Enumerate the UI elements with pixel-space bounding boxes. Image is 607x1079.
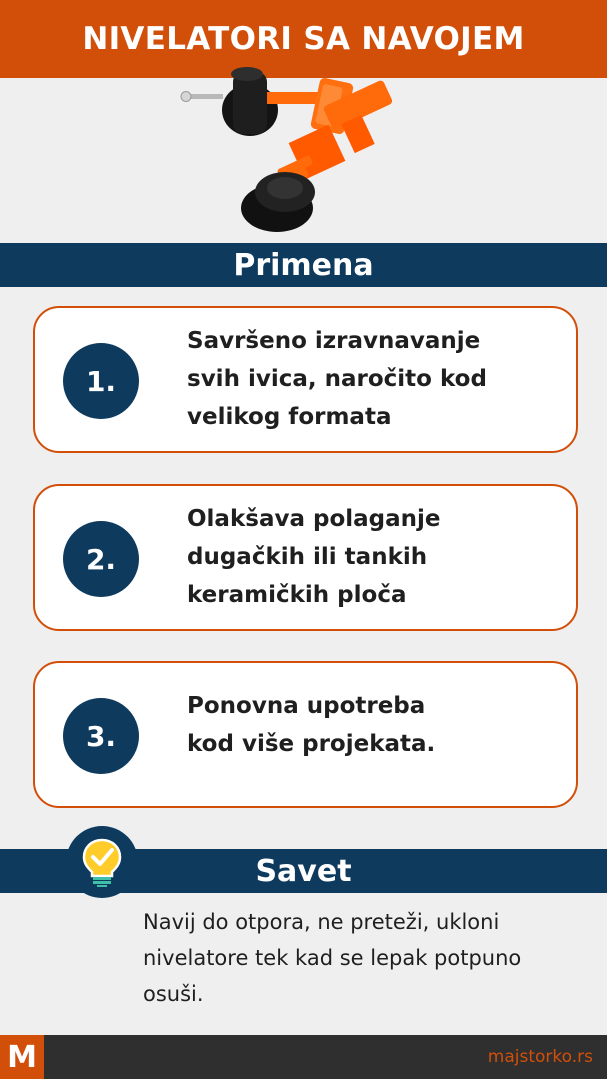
primena-section-header	[0, 243, 607, 287]
tip-text: Navij do otpora, ne preteži, ukloni nivelatore tek kad se lepak potpuno osuši.	[143, 910, 522, 1006]
page-title: NIVELATORI SA NAVOJEM	[82, 21, 525, 57]
brand-logo: M	[0, 1035, 44, 1079]
benefit-text: Olakšava polaganje dugačkih ili tankih keramičkih ploča	[187, 506, 441, 608]
savet-title: Savet	[255, 853, 352, 889]
tile-leveler-illustration	[175, 62, 415, 234]
site-link[interactable]: majstorko.rs	[487, 1047, 593, 1067]
benefit-card	[33, 484, 578, 631]
footer-bar	[0, 1035, 607, 1079]
benefit-number-badge: 3.	[63, 698, 139, 774]
primena-title: Primena	[233, 247, 374, 283]
benefit-text: Ponovna upotreba kod više projekata.	[187, 693, 436, 757]
pin-head	[181, 92, 191, 102]
pin-shaft	[187, 94, 223, 99]
benefit-card	[33, 306, 578, 453]
benefit-number-badge: 2.	[63, 521, 139, 597]
lightbulb-check-icon	[66, 826, 138, 898]
benefit-card	[33, 661, 578, 808]
benefit-number-badge: 1.	[63, 343, 139, 419]
benefit-text: Savršeno izravnavanje svih ivica, naročito kod velikog formata	[187, 328, 487, 430]
